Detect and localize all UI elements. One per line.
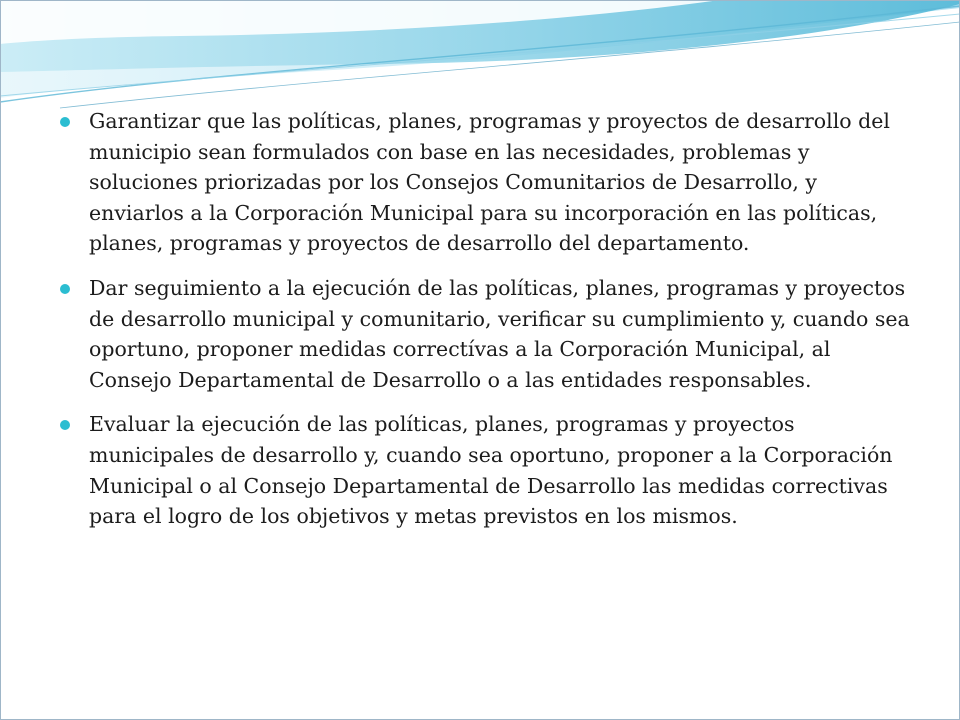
bullet-text: Garantizar que las políticas, planes, programas y proyectos de desarrollo del municipio sean formulados con base en las necesidades, problemas y soluciones priorizadas por los Consejos Comunitarios de Desarrollo, y enviarlos a la Corporación Municipal para su incorporación en las políticas, planes, programas y proyectos de desarrollo del departamento. [89,109,890,256]
bullet-item [58,273,918,395]
bullet-dot-icon [60,420,70,430]
bullet-dot-icon [60,117,70,127]
bullet-item [58,409,918,531]
bullet-list [58,106,918,532]
bullet-item [58,106,918,259]
slide-body [58,106,918,546]
decorative-wave-header [0,0,960,120]
bullet-dot-icon [60,284,70,294]
bullet-text: Evaluar la ejecución de las políticas, planes, programas y proyectos municipales de desarrollo y, cuando sea oportuno, proponer a la Corporación Municipal o al Consejo Departamental de Desarrollo las medidas correctivas para el logro de los objetivos y metas previstos en los mismos. [89,412,893,529]
bullet-text: Dar seguimiento a la ejecución de las políticas, planes, programas y proyectos de desarrollo municipal y comunitario, verificar su cumplimiento y, cuando sea oportuno, proponer medidas correctívas a la Corporación Municipal, al Consejo Departamental de Desarrollo o a las entidades responsables. [89,275,910,392]
